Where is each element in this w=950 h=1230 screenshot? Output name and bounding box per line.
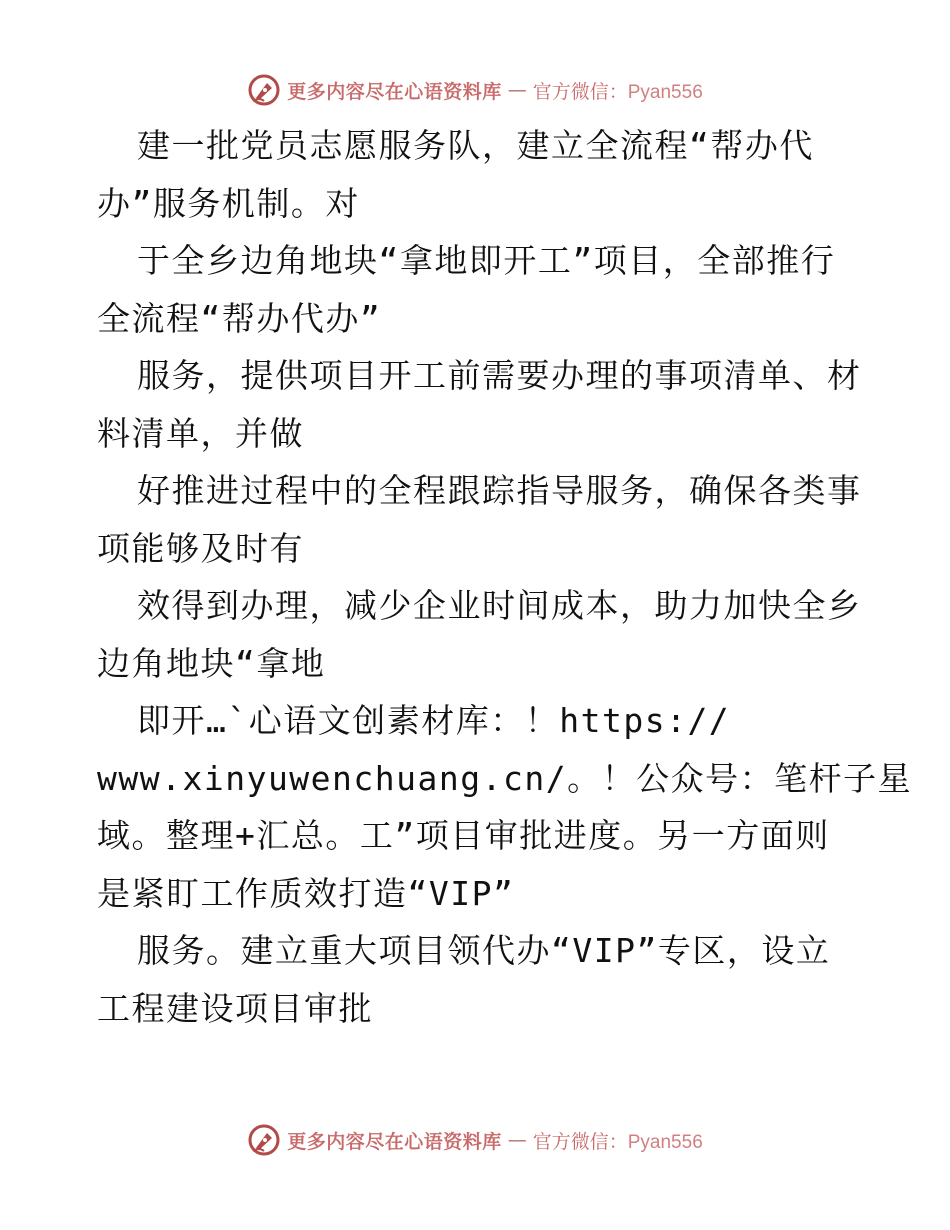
watermark-contact-id: Pyan556: [627, 1131, 703, 1153]
text-line: 域。整理+汇总。工”项目审批进度。另一方面则: [97, 816, 830, 855]
text-line: 办”服务机制。对: [97, 183, 360, 223]
text-line: 好推进过程中的全程跟踪指导服务，确保各类事: [137, 471, 862, 510]
watermark-separator: —: [507, 79, 527, 101]
text-line: 是紧盯工作质效打造“VIP”: [97, 873, 515, 913]
footer-watermark: [0, 1120, 950, 1160]
text-line: 边角地块“拿地: [97, 643, 326, 683]
text-line: 效得到办理，减少企业时间成本，助力加快全乡: [137, 586, 862, 625]
text-line: 服务，提供项目开工前需要办理的事项清单、材: [137, 356, 862, 395]
header-watermark: [0, 70, 950, 110]
pen-nib-logo-icon: [247, 1123, 281, 1157]
watermark-brand: 更多内容尽在心语资料库: [287, 80, 502, 103]
text-line: 即开…`心语文创素材库：！https://: [137, 701, 731, 740]
text-line: www.xinyuwenchuang.cn/。！公众号：笔杆子星: [97, 758, 913, 798]
text-line: 全流程“帮办代办”: [97, 298, 382, 338]
watermark-contact-id: Pyan556: [627, 81, 703, 103]
watermark-contact: [533, 77, 703, 104]
watermark-contact-label: 官方微信：: [532, 80, 628, 103]
text-line: 于全乡边角地块“拿地即开工”项目，全部推行: [137, 241, 836, 280]
watermark-separator: —: [507, 1129, 527, 1151]
text-line: 工程建设项目审批: [97, 988, 373, 1028]
text-line: 项能够及时有: [97, 528, 304, 568]
watermark-contact-label: 官方微信：: [532, 1130, 628, 1153]
text-line: 服务。建立重大项目领代办“VIP”专区，设立: [137, 931, 831, 970]
document-body: [97, 117, 913, 1037]
pen-nib-logo-icon: [247, 73, 281, 107]
text-line: 建一批党员志愿服务队，建立全流程“帮办代: [137, 126, 814, 165]
watermark-brand: 更多内容尽在心语资料库: [287, 1130, 502, 1153]
watermark-contact: [533, 1127, 703, 1154]
text-line: 料清单，并做: [97, 413, 304, 453]
